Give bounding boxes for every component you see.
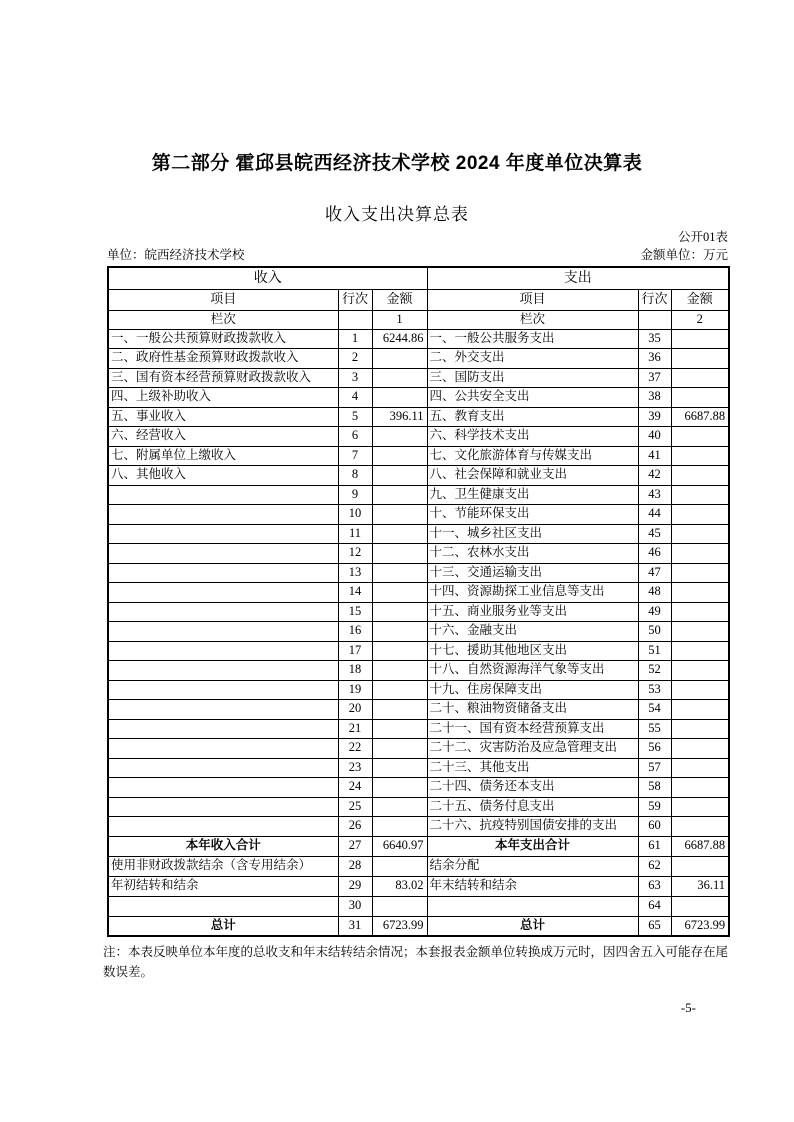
income-rowno-cell: 22: [338, 739, 372, 759]
expense-item-cell: 八、社会保障和就业支出: [427, 466, 638, 486]
expense-amount-cell: [671, 661, 729, 681]
expense-amount-cell: 36.11: [671, 876, 729, 896]
table-row: [108, 407, 729, 427]
document-title: 第二部分 霍邱县皖西经济技术学校 2024 年度单位决算表: [151, 153, 643, 174]
income-rowno-cell: 16: [338, 622, 372, 642]
table-row: [108, 427, 729, 447]
income-item-cell: 六、经营收入: [108, 427, 338, 447]
income-rowno-cell: 20: [338, 700, 372, 720]
expense-amount-cell: [671, 719, 729, 739]
expense-amount-cell: [671, 388, 729, 408]
income-rowno-cell: 27: [338, 836, 372, 856]
expense-rowno-header: 行次: [638, 289, 671, 310]
expense-amount-cell: [671, 329, 729, 349]
amount-unit-label: 金额单位：万元: [640, 248, 728, 262]
expense-item-cell: 二十四、债务还本支出: [427, 778, 638, 798]
income-rowno-cell: 24: [338, 778, 372, 798]
expense-amount-cell: [671, 700, 729, 720]
income-item-cell: 二、政府性基金预算财政拨款收入: [108, 349, 338, 369]
expense-amount-cell: [671, 563, 729, 583]
income-item-cell: [108, 719, 338, 739]
income-rowno-cell: 1: [338, 329, 372, 349]
expense-rowno-cell: 44: [638, 505, 671, 525]
income-item-cell: [108, 700, 338, 720]
expense-amount-cell: 6687.88: [671, 407, 729, 427]
income-amount-cell: [372, 544, 427, 564]
income-rowno-cell: 28: [338, 856, 372, 876]
table-row: [108, 817, 729, 837]
income-rowno-cell: 31: [338, 916, 372, 936]
meta-line: [107, 245, 728, 263]
table-row: [108, 329, 729, 349]
expense-rowno-cell: 43: [638, 485, 671, 505]
expense-item-cell: 总计: [427, 916, 638, 936]
table-body: [108, 329, 729, 936]
expense-rowno-cell: 61: [638, 836, 671, 856]
expense-rowno-cell: 50: [638, 622, 671, 642]
income-item-cell: [108, 524, 338, 544]
income-item-cell: 五、事业收入: [108, 407, 338, 427]
expense-rowno-cell: 39: [638, 407, 671, 427]
expense-item-cell: 十、节能环保支出: [427, 505, 638, 525]
expense-rowno-cell: 51: [638, 641, 671, 661]
income-rowno-cell: 26: [338, 817, 372, 837]
expense-item-cell: 二、外交支出: [427, 349, 638, 369]
income-amount-cell: [372, 446, 427, 466]
income-item-cell: [108, 602, 338, 622]
income-amount-cell: [372, 563, 427, 583]
table-row: [108, 446, 729, 466]
income-section-header: 收入: [108, 267, 427, 289]
expense-rowno-cell: 59: [638, 797, 671, 817]
income-amount-cell: [372, 758, 427, 778]
income-amount-cell: 6640.97: [372, 836, 427, 856]
income-rowno-cell: 14: [338, 583, 372, 603]
income-item-cell: [108, 563, 338, 583]
income-rowno-cell: 13: [338, 563, 372, 583]
expense-rowno-cell: 63: [638, 876, 671, 896]
table-row: [108, 349, 729, 369]
income-rowno-cell: 15: [338, 602, 372, 622]
income-item-cell: 三、国有资本经营预算财政拨款收入: [108, 368, 338, 388]
income-amount-cell: [372, 427, 427, 447]
income-item-cell: 总计: [108, 916, 338, 936]
income-expense-table: [107, 266, 730, 937]
table-row: [108, 368, 729, 388]
expense-rowno-cell: 60: [638, 817, 671, 837]
income-amount-cell: [372, 505, 427, 525]
income-item-cell: [108, 758, 338, 778]
income-amount-cell: [372, 797, 427, 817]
income-item-cell: 一、一般公共预算财政拨款收入: [108, 329, 338, 349]
income-rowno-cell: 25: [338, 797, 372, 817]
table-row: [108, 876, 729, 896]
income-item-cell: [108, 485, 338, 505]
expense-rowno-cell: 36: [638, 349, 671, 369]
expense-item-cell: 十九、住房保障支出: [427, 680, 638, 700]
expense-rowno-cell: 58: [638, 778, 671, 798]
expense-amount-cell: [671, 427, 729, 447]
income-amount-cell: [372, 524, 427, 544]
expense-amount-cell: 6687.88: [671, 836, 729, 856]
table-row: [108, 797, 729, 817]
expense-rowno-cell: 41: [638, 446, 671, 466]
expense-amount-cell: [671, 641, 729, 661]
table-row: [108, 680, 729, 700]
income-item-cell: [108, 680, 338, 700]
expense-amount-cell: [671, 368, 729, 388]
income-item-cell: [108, 661, 338, 681]
expense-item-cell: 一、一般公共服务支出: [427, 329, 638, 349]
expense-rowno-cell: 62: [638, 856, 671, 876]
expense-item-cell: 十四、资源勘探工业信息等支出: [427, 583, 638, 603]
expense-amount-cell: [671, 485, 729, 505]
expense-amount-cell: [671, 583, 729, 603]
table-code-label: 公开01表: [677, 230, 728, 244]
income-item-cell: [108, 739, 338, 759]
income-rowno-cell: 7: [338, 446, 372, 466]
income-amount-cell: [372, 466, 427, 486]
income-column-index: 1: [372, 310, 427, 329]
expense-rowno-cell: 46: [638, 544, 671, 564]
income-rowno-cell: 18: [338, 661, 372, 681]
income-rowno-cell: 9: [338, 485, 372, 505]
expense-item-cell: 四、公共安全支出: [427, 388, 638, 408]
income-amount-cell: [372, 739, 427, 759]
expense-item-cell: 年末结转和结余: [427, 876, 638, 896]
expense-rowno-cell: 38: [638, 388, 671, 408]
income-item-cell: 本年收入合计: [108, 836, 338, 856]
column-header-row: [108, 289, 729, 310]
income-rowno-cell: 30: [338, 896, 372, 916]
income-amount-cell: [372, 368, 427, 388]
income-amount-cell: [372, 622, 427, 642]
income-item-cell: 年初结转和结余: [108, 876, 338, 896]
income-rowno-cell: 29: [338, 876, 372, 896]
income-amount-cell: 396.11: [372, 407, 427, 427]
income-rowno-cell: 2: [338, 349, 372, 369]
expense-item-cell: 二十三、其他支出: [427, 758, 638, 778]
expense-item-cell: [427, 896, 638, 916]
expense-item-cell: 十六、金融支出: [427, 622, 638, 642]
income-rowno-cell: 23: [338, 758, 372, 778]
expense-item-cell: 六、科学技术支出: [427, 427, 638, 447]
income-rowno-cell: 6: [338, 427, 372, 447]
expense-amount-cell: [671, 544, 729, 564]
expense-amount-cell: [671, 602, 729, 622]
income-item-cell: [108, 622, 338, 642]
income-item-header: 项目: [108, 289, 338, 310]
expense-rowno-cell: 48: [638, 583, 671, 603]
table-row: [108, 778, 729, 798]
table-row: [108, 622, 729, 642]
income-item-cell: [108, 797, 338, 817]
table-row: [108, 602, 729, 622]
income-amount-cell: [372, 896, 427, 916]
income-amount-cell: [372, 778, 427, 798]
income-item-cell: 七、附属单位上缴收入: [108, 446, 338, 466]
income-item-cell: 使用非财政拨款结余（含专用结余）: [108, 856, 338, 876]
expense-rowno-cell: 49: [638, 602, 671, 622]
expense-amount-cell: 6723.99: [671, 916, 729, 936]
expense-item-cell: 本年支出合计: [427, 836, 638, 856]
expense-column-index: 2: [671, 310, 729, 329]
expense-amount-cell: [671, 349, 729, 369]
income-item-cell: [108, 544, 338, 564]
table-row: [108, 544, 729, 564]
expense-amount-cell: [671, 856, 729, 876]
expense-column-index-label: 栏次: [427, 310, 638, 329]
expense-amount-cell: [671, 778, 729, 798]
expense-item-cell: 二十二、灾害防治及应急管理支出: [427, 739, 638, 759]
page-number: -5-: [680, 1000, 696, 1015]
income-rowno-cell: 12: [338, 544, 372, 564]
expense-item-cell: 十五、商业服务业等支出: [427, 602, 638, 622]
expense-amount-cell: [671, 680, 729, 700]
income-amount-cell: [372, 856, 427, 876]
income-amount-cell: [372, 602, 427, 622]
table-row: [108, 896, 729, 916]
table-row: [108, 563, 729, 583]
income-item-cell: [108, 641, 338, 661]
income-amount-cell: [372, 388, 427, 408]
income-amount-cell: [372, 817, 427, 837]
income-amount-cell: [372, 680, 427, 700]
expense-amount-header: 金额: [671, 289, 729, 310]
table-row: [108, 758, 729, 778]
expense-item-cell: 二十、粮油物资储备支出: [427, 700, 638, 720]
table-row: [108, 485, 729, 505]
income-item-cell: [108, 896, 338, 916]
expense-item-cell: 五、教育支出: [427, 407, 638, 427]
expense-rowno-cell: 64: [638, 896, 671, 916]
income-column-index-label: 栏次: [108, 310, 338, 329]
expense-item-cell: 三、国防支出: [427, 368, 638, 388]
table-row: [108, 466, 729, 486]
income-amount-header: 金额: [372, 289, 427, 310]
expense-rowno-cell: 42: [638, 466, 671, 486]
expense-amount-cell: [671, 896, 729, 916]
income-item-cell: [108, 505, 338, 525]
section-header-row: [108, 267, 729, 289]
expense-amount-cell: [671, 739, 729, 759]
income-rowno-cell: 19: [338, 680, 372, 700]
income-amount-cell: [372, 349, 427, 369]
expense-rowno-cell: 35: [638, 329, 671, 349]
table-row: [108, 641, 729, 661]
income-rowno-cell: 21: [338, 719, 372, 739]
income-amount-cell: [372, 719, 427, 739]
expense-item-cell: 十八、自然资源海洋气象等支出: [427, 661, 638, 681]
expense-rowno-cell: 40: [638, 427, 671, 447]
expense-section-header: 支出: [427, 267, 729, 289]
expense-amount-cell: [671, 758, 729, 778]
income-item-cell: [108, 778, 338, 798]
expense-rowno-cell: 65: [638, 916, 671, 936]
expense-item-cell: 二十五、债务付息支出: [427, 797, 638, 817]
income-item-cell: [108, 583, 338, 603]
income-rowno-cell: 3: [338, 368, 372, 388]
expense-rowno-cell: 57: [638, 758, 671, 778]
income-amount-cell: [372, 583, 427, 603]
expense-item-cell: 十一、城乡社区支出: [427, 524, 638, 544]
income-amount-cell: [372, 661, 427, 681]
table-row: [108, 524, 729, 544]
table-row: [108, 388, 729, 408]
expense-item-cell: 七、文化旅游体育与传媒支出: [427, 446, 638, 466]
table-row: [108, 719, 729, 739]
income-amount-cell: 83.02: [372, 876, 427, 896]
expense-rowno-cell: 54: [638, 700, 671, 720]
expense-rowno-cell: 56: [638, 739, 671, 759]
expense-amount-cell: [671, 797, 729, 817]
expense-rowno-cell: 52: [638, 661, 671, 681]
income-rowno-cell: 5: [338, 407, 372, 427]
expense-item-cell: 二十一、国有资本经营预算支出: [427, 719, 638, 739]
expense-item-cell: 十三、交通运输支出: [427, 563, 638, 583]
income-amount-cell: [372, 700, 427, 720]
income-rowno-cell: 17: [338, 641, 372, 661]
expense-amount-cell: [671, 505, 729, 525]
table-row: [108, 916, 729, 936]
income-amount-cell: 6723.99: [372, 916, 427, 936]
unit-label: 单位：皖西经济技术学校: [107, 248, 245, 262]
table-row: [108, 505, 729, 525]
income-rowno-cell: 11: [338, 524, 372, 544]
expense-amount-cell: [671, 446, 729, 466]
table-row: [108, 856, 729, 876]
expense-rowno-cell: 45: [638, 524, 671, 544]
expense-rowno-cell: 47: [638, 563, 671, 583]
expense-amount-cell: [671, 524, 729, 544]
income-rowno-blank: [338, 310, 372, 329]
expense-rowno-cell: 37: [638, 368, 671, 388]
expense-rowno-cell: 55: [638, 719, 671, 739]
expense-rowno-cell: 53: [638, 680, 671, 700]
table-title: 收入支出决算总表: [325, 205, 469, 224]
footnote: 注：本表反映单位本年度的总收支和年末结转结余情况；本套报表金额单位转换成万元时，因四舍五入可能存在尾数误差。: [103, 945, 729, 979]
expense-amount-cell: [671, 622, 729, 642]
table-row: [108, 739, 729, 759]
column-index-row: [108, 310, 729, 329]
income-rowno-cell: 8: [338, 466, 372, 486]
expense-item-cell: 结余分配: [427, 856, 638, 876]
expense-item-cell: 二十六、抗疫特别国债安排的支出: [427, 817, 638, 837]
expense-rowno-blank: [638, 310, 671, 329]
income-rowno-cell: 10: [338, 505, 372, 525]
table-row: [108, 661, 729, 681]
table-row: [108, 700, 729, 720]
expense-item-header: 项目: [427, 289, 638, 310]
income-item-cell: 八、其他收入: [108, 466, 338, 486]
expense-amount-cell: [671, 817, 729, 837]
income-item-cell: 四、上级补助收入: [108, 388, 338, 408]
income-rowno-header: 行次: [338, 289, 372, 310]
income-amount-cell: 6244.86: [372, 329, 427, 349]
expense-item-cell: 九、卫生健康支出: [427, 485, 638, 505]
income-amount-cell: [372, 485, 427, 505]
income-rowno-cell: 4: [338, 388, 372, 408]
income-item-cell: [108, 817, 338, 837]
expense-item-cell: 十七、援助其他地区支出: [427, 641, 638, 661]
table-row: [108, 836, 729, 856]
expense-item-cell: 十二、农林水支出: [427, 544, 638, 564]
expense-amount-cell: [671, 466, 729, 486]
table-row: [108, 583, 729, 603]
income-amount-cell: [372, 641, 427, 661]
